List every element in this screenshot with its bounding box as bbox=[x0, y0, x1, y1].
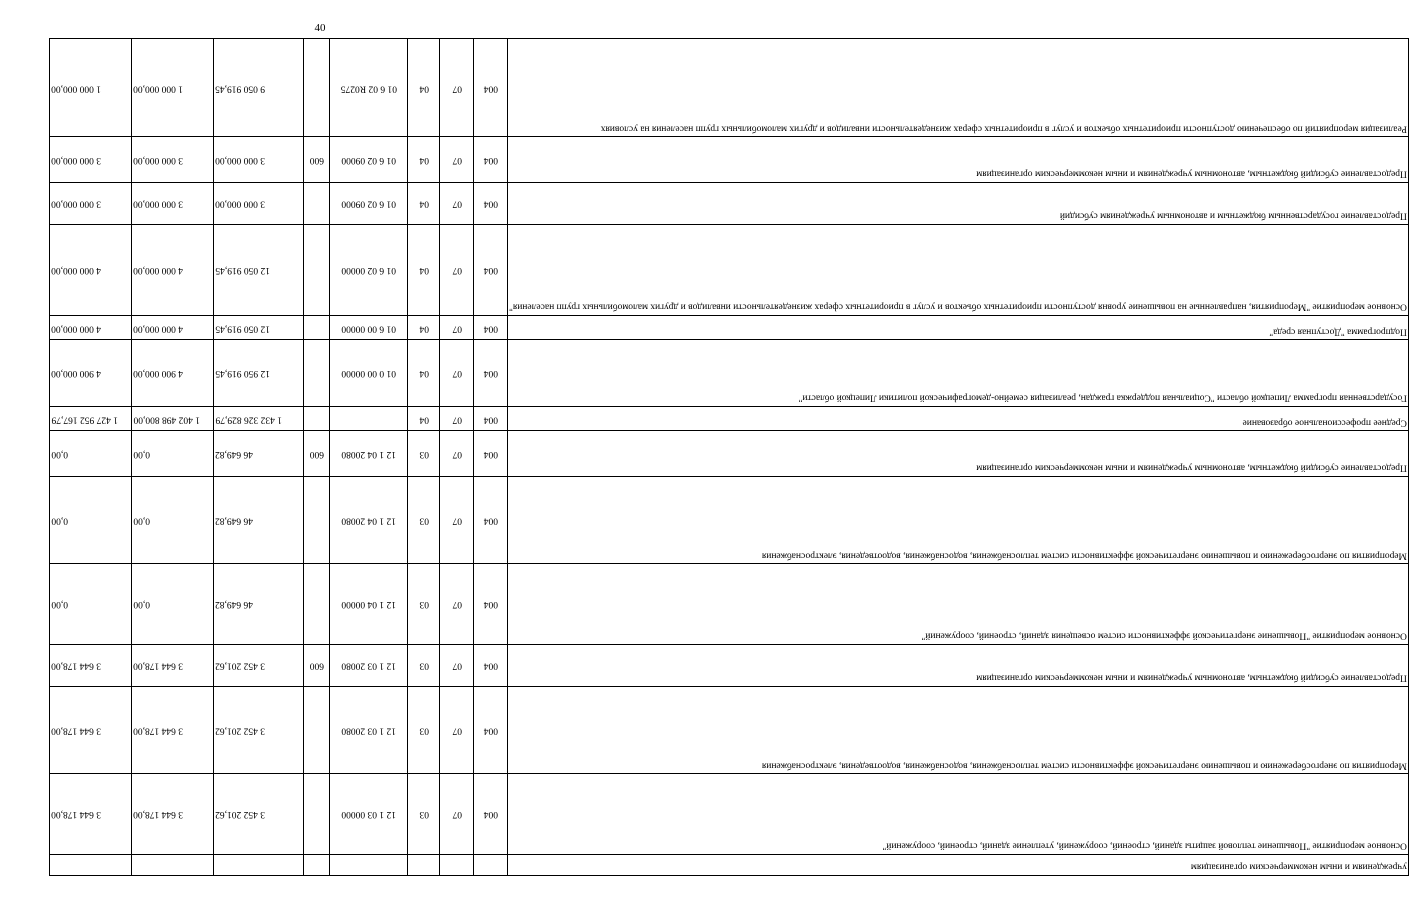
cell-s3: 4 000 000,00 bbox=[50, 315, 132, 340]
cell-ved: 004 bbox=[474, 476, 508, 564]
cell-pr: 03 bbox=[408, 564, 440, 645]
cell-s1: 12 050 919,45 bbox=[214, 224, 304, 315]
cell-s2: 1 402 498 800,00 bbox=[132, 406, 214, 431]
cell-rz: 07 bbox=[440, 224, 474, 315]
budget-table-wrapper bbox=[49, 38, 1407, 876]
cell-rz: 07 bbox=[440, 340, 474, 407]
field-band-rz bbox=[440, 39, 474, 876]
cell-s3: 1 427 952 167,79 bbox=[50, 406, 132, 431]
rotated-page-content bbox=[49, 38, 1407, 876]
cell-s3: 3 644 178,00 bbox=[50, 774, 132, 855]
field-band-pr bbox=[408, 39, 440, 876]
cell-s2: 0,00 bbox=[132, 476, 214, 564]
cell-s1: 46 649,82 bbox=[214, 564, 304, 645]
cell-vr bbox=[304, 855, 330, 876]
cell-csr: 01 6 02 09000 bbox=[330, 137, 408, 183]
cell-pr: 04 bbox=[408, 406, 440, 431]
cell-s3: 3 000 000,00 bbox=[50, 137, 132, 183]
cell-csr: 12 1 03 00000 bbox=[330, 774, 408, 855]
cell-s3: 0,00 bbox=[50, 564, 132, 645]
cell-ved: 004 bbox=[474, 182, 508, 224]
cell-rz: 07 bbox=[440, 431, 474, 477]
cell-csr: 12 1 04 20080 bbox=[330, 431, 408, 477]
cell-rz: 07 bbox=[440, 406, 474, 431]
cell-s2: 0,00 bbox=[132, 564, 214, 645]
cell-csr: 01 6 02 R0275 bbox=[330, 39, 408, 137]
field-band-ved bbox=[474, 39, 508, 876]
cell-name: Основное мероприятие "Мероприятия, направленные на повышение уровня доступности приоритетных объектов и услуг в приоритетных сферах жизнедеятельности инвалидов и других маломобильных групп населения" bbox=[508, 224, 1409, 315]
cell-s1: 12 950 919,45 bbox=[214, 340, 304, 407]
cell-s1: 3 452 201,62 bbox=[214, 686, 304, 774]
cell-vr bbox=[304, 182, 330, 224]
field-band-s1 bbox=[214, 39, 304, 876]
field-band-name bbox=[508, 39, 1409, 876]
budget-table bbox=[49, 38, 1409, 876]
field-band-s3 bbox=[50, 39, 132, 876]
cell-name: Реализация мероприятий по обеспечению доступности приоритетных объектов и услуг в приоритетных сферах жизнедеятельности инвалидов и других маломобильных групп населения на условиях bbox=[508, 39, 1409, 137]
cell-pr: 03 bbox=[408, 431, 440, 477]
cell-name: Государственная программа Липецкой области "Социальная поддержка граждан, реализация семейно-демографической политики Липецкой области" bbox=[508, 340, 1409, 407]
cell-s1: 46 649,82 bbox=[214, 431, 304, 477]
cell-vr bbox=[304, 476, 330, 564]
cell-s2: 1 000 000,00 bbox=[132, 39, 214, 137]
cell-name: Мероприятия по энергосбережению и повышению энергетической эффективности систем теплоснабжения, водоснабжения, водоотведения, электроснабжения bbox=[508, 476, 1409, 564]
cell-ved: 004 bbox=[474, 224, 508, 315]
cell-csr: 01 0 00 00000 bbox=[330, 340, 408, 407]
cell-pr: 04 bbox=[408, 182, 440, 224]
cell-s1 bbox=[214, 855, 304, 876]
field-band-csr bbox=[330, 39, 408, 876]
cell-pr: 04 bbox=[408, 315, 440, 340]
cell-name: Основное мероприятие "Повышение энергетической эффективности систем освещения зданий, строений, сооружений" bbox=[508, 564, 1409, 645]
cell-name: учреждениям и иным некоммерческим организациям bbox=[508, 855, 1409, 876]
cell-vr bbox=[304, 315, 330, 340]
cell-pr: 03 bbox=[408, 644, 440, 686]
cell-rz: 07 bbox=[440, 182, 474, 224]
cell-s2: 3 000 000,00 bbox=[132, 182, 214, 224]
cell-rz bbox=[440, 855, 474, 876]
cell-name: Среднее профессиональное образование bbox=[508, 406, 1409, 431]
cell-ved: 004 bbox=[474, 406, 508, 431]
cell-vr bbox=[304, 686, 330, 774]
cell-name: Предоставление субсидий бюджетным, автономным учреждениям и иным некоммерческим организациям bbox=[508, 431, 1409, 477]
cell-s1: 9 050 919,45 bbox=[214, 39, 304, 137]
cell-pr bbox=[408, 855, 440, 876]
cell-ved: 004 bbox=[474, 340, 508, 407]
cell-s2: 4 000 000,00 bbox=[132, 224, 214, 315]
cell-s2: 3 644 178,00 bbox=[132, 644, 214, 686]
cell-csr: 01 6 02 00000 bbox=[330, 224, 408, 315]
cell-rz: 07 bbox=[440, 686, 474, 774]
cell-csr bbox=[330, 855, 408, 876]
cell-s2: 4 000 000,00 bbox=[132, 315, 214, 340]
cell-csr: 12 1 03 20080 bbox=[330, 686, 408, 774]
cell-rz: 07 bbox=[440, 564, 474, 645]
cell-rz: 07 bbox=[440, 774, 474, 855]
cell-s1: 3 000 000,00 bbox=[214, 137, 304, 183]
cell-csr: 12 1 03 20080 bbox=[330, 644, 408, 686]
cell-vr bbox=[304, 39, 330, 137]
cell-s2: 3 000 000,00 bbox=[132, 137, 214, 183]
cell-s2: 0,00 bbox=[132, 431, 214, 477]
cell-ved: 004 bbox=[474, 564, 508, 645]
cell-name: Подпрограмма "Доступная среда" bbox=[508, 315, 1409, 340]
cell-vr: 600 bbox=[304, 644, 330, 686]
cell-csr bbox=[330, 406, 408, 431]
cell-s1: 3 000 000,00 bbox=[214, 182, 304, 224]
cell-ved: 004 bbox=[474, 39, 508, 137]
cell-rz: 07 bbox=[440, 644, 474, 686]
cell-s1: 3 452 201,62 bbox=[214, 644, 304, 686]
cell-ved: 004 bbox=[474, 774, 508, 855]
cell-vr: 600 bbox=[304, 137, 330, 183]
cell-s3 bbox=[50, 855, 132, 876]
cell-ved bbox=[474, 855, 508, 876]
cell-pr: 03 bbox=[408, 686, 440, 774]
cell-rz: 07 bbox=[440, 39, 474, 137]
cell-name: Мероприятия по энергосбережению и повышению энергетической эффективности систем теплоснабжения, водоснабжения, водоотведения, электроснабжения bbox=[508, 686, 1409, 774]
cell-name: Предоставление субсидий бюджетным, автономным учреждениям и иным некоммерческим организациям bbox=[508, 137, 1409, 183]
cell-s1: 1 432 326 829,79 bbox=[214, 406, 304, 431]
cell-s2: 3 644 178,00 bbox=[132, 774, 214, 855]
cell-s2: 4 900 000,00 bbox=[132, 340, 214, 407]
cell-s2 bbox=[132, 855, 214, 876]
cell-name: Предоставление государственным бюджетным и автономным учреждениям субсидий bbox=[508, 182, 1409, 224]
cell-name: Основное мероприятие "Повышение тепловой защиты зданий, строений, сооружений, утепление зданий, строений, сооружений" bbox=[508, 774, 1409, 855]
cell-s1: 46 649,82 bbox=[214, 476, 304, 564]
cell-ved: 004 bbox=[474, 137, 508, 183]
cell-pr: 04 bbox=[408, 39, 440, 137]
cell-pr: 04 bbox=[408, 340, 440, 407]
cell-pr: 03 bbox=[408, 476, 440, 564]
field-band-s2 bbox=[132, 39, 214, 876]
cell-vr bbox=[304, 564, 330, 645]
page-number: 40 bbox=[314, 22, 326, 34]
cell-ved: 004 bbox=[474, 315, 508, 340]
cell-name: Предоставление субсидий бюджетным, автономным учреждениям и иным некоммерческим организациям bbox=[508, 644, 1409, 686]
cell-s1: 12 050 919,45 bbox=[214, 315, 304, 340]
cell-csr: 12 1 04 20080 bbox=[330, 476, 408, 564]
cell-vr bbox=[304, 224, 330, 315]
cell-pr: 04 bbox=[408, 224, 440, 315]
cell-pr: 03 bbox=[408, 774, 440, 855]
cell-s3: 1 000 000,00 bbox=[50, 39, 132, 137]
cell-vr: 600 bbox=[304, 431, 330, 477]
cell-s2: 3 644 178,00 bbox=[132, 686, 214, 774]
cell-vr bbox=[304, 340, 330, 407]
cell-vr bbox=[304, 774, 330, 855]
cell-s3: 4 000 000,00 bbox=[50, 224, 132, 315]
cell-s3: 4 900 000,00 bbox=[50, 340, 132, 407]
cell-s3: 3 644 178,00 bbox=[50, 686, 132, 774]
cell-csr: 01 6 02 09000 bbox=[330, 182, 408, 224]
cell-csr: 01 6 00 00000 bbox=[330, 315, 408, 340]
cell-pr: 04 bbox=[408, 137, 440, 183]
cell-ved: 004 bbox=[474, 431, 508, 477]
cell-s3: 0,00 bbox=[50, 431, 132, 477]
cell-rz: 07 bbox=[440, 315, 474, 340]
cell-s1: 3 452 201,62 bbox=[214, 774, 304, 855]
cell-s3: 3 644 178,00 bbox=[50, 644, 132, 686]
cell-rz: 07 bbox=[440, 137, 474, 183]
field-band-vr bbox=[304, 39, 330, 876]
cell-s3: 3 000 000,00 bbox=[50, 182, 132, 224]
cell-rz: 07 bbox=[440, 476, 474, 564]
cell-ved: 004 bbox=[474, 686, 508, 774]
cell-s3: 0,00 bbox=[50, 476, 132, 564]
cell-ved: 004 bbox=[474, 644, 508, 686]
cell-vr bbox=[304, 406, 330, 431]
cell-csr: 12 1 04 00000 bbox=[330, 564, 408, 645]
